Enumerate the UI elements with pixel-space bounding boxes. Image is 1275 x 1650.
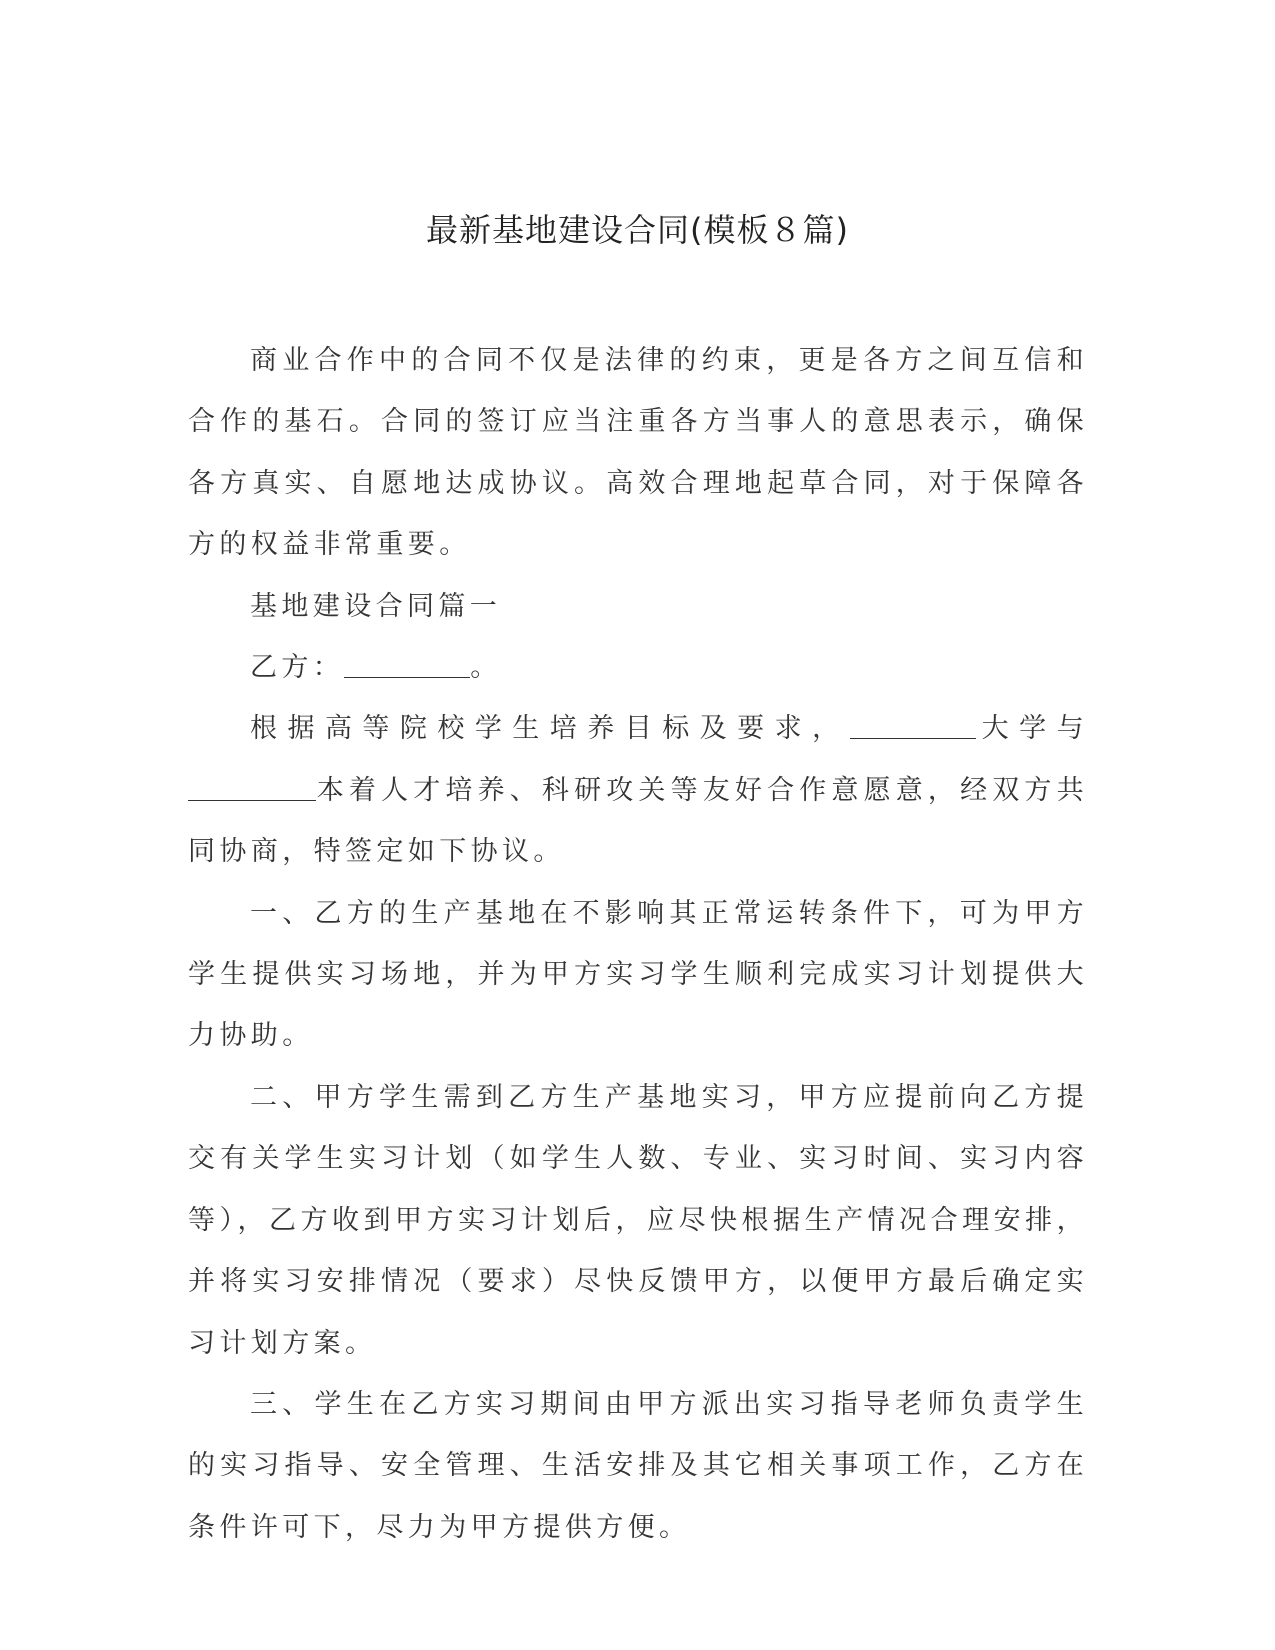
clause-1-paragraph: 一、乙方的生产基地在不影响其正常运转条件下，可为甲方学生提供实习场地，并为甲方实习学生顺利完成实习计划提供大力协助。 <box>188 897 1088 1052</box>
party-b-blank <box>344 647 470 678</box>
clause-3-paragraph: 三、学生在乙方实习期间由甲方派出实习指导老师负责学生的实习指导、安全管理、生活安排及其它相关事项工作，乙方在条件许可下，尽力为甲方提供方便。 <box>188 1388 1088 1543</box>
party-b-label: 乙方： <box>250 652 345 684</box>
intro-paragraph: 商业合作中的合同不仅是法律的约束，更是各方之间互信和合作的基石。合同的签订应当注重各方当事人的意思表示，确保各方真实、自愿地达成协议。高效合理地起草合同，对于保障各方的权益非常重要。 <box>188 345 1088 561</box>
basis-paragraph <box>188 698 1088 882</box>
basis-end: 本着人才培养、科研攻关等友好合作意愿意，经双方共同协商，特签定如下协议。 <box>188 774 1088 868</box>
basis-mid: 大学与 <box>975 713 1088 745</box>
basis-start: 根据高等院校学生培养目标及要求， <box>250 713 850 745</box>
partner-blank <box>188 770 316 801</box>
party-b-line <box>188 637 1088 698</box>
section-heading: 基地建设合同篇一 <box>250 590 502 622</box>
university-blank <box>850 708 976 739</box>
clause-2-paragraph: 二、甲方学生需到乙方生产基地实习，甲方应提前向乙方提交有关学生实习计划（如学生人数、专业、实习时间、实习内容等），乙方收到甲方实习计划后，应尽快根据生产情况合理安排，并将实习安排情况（要求）尽快反馈甲方，以便甲方最后确定实习计划方案。 <box>188 1081 1088 1359</box>
document-body <box>188 330 1088 1558</box>
party-b-end: 。 <box>470 652 502 684</box>
document-title: 最新基地建设合同(模板８篇) <box>426 211 849 249</box>
